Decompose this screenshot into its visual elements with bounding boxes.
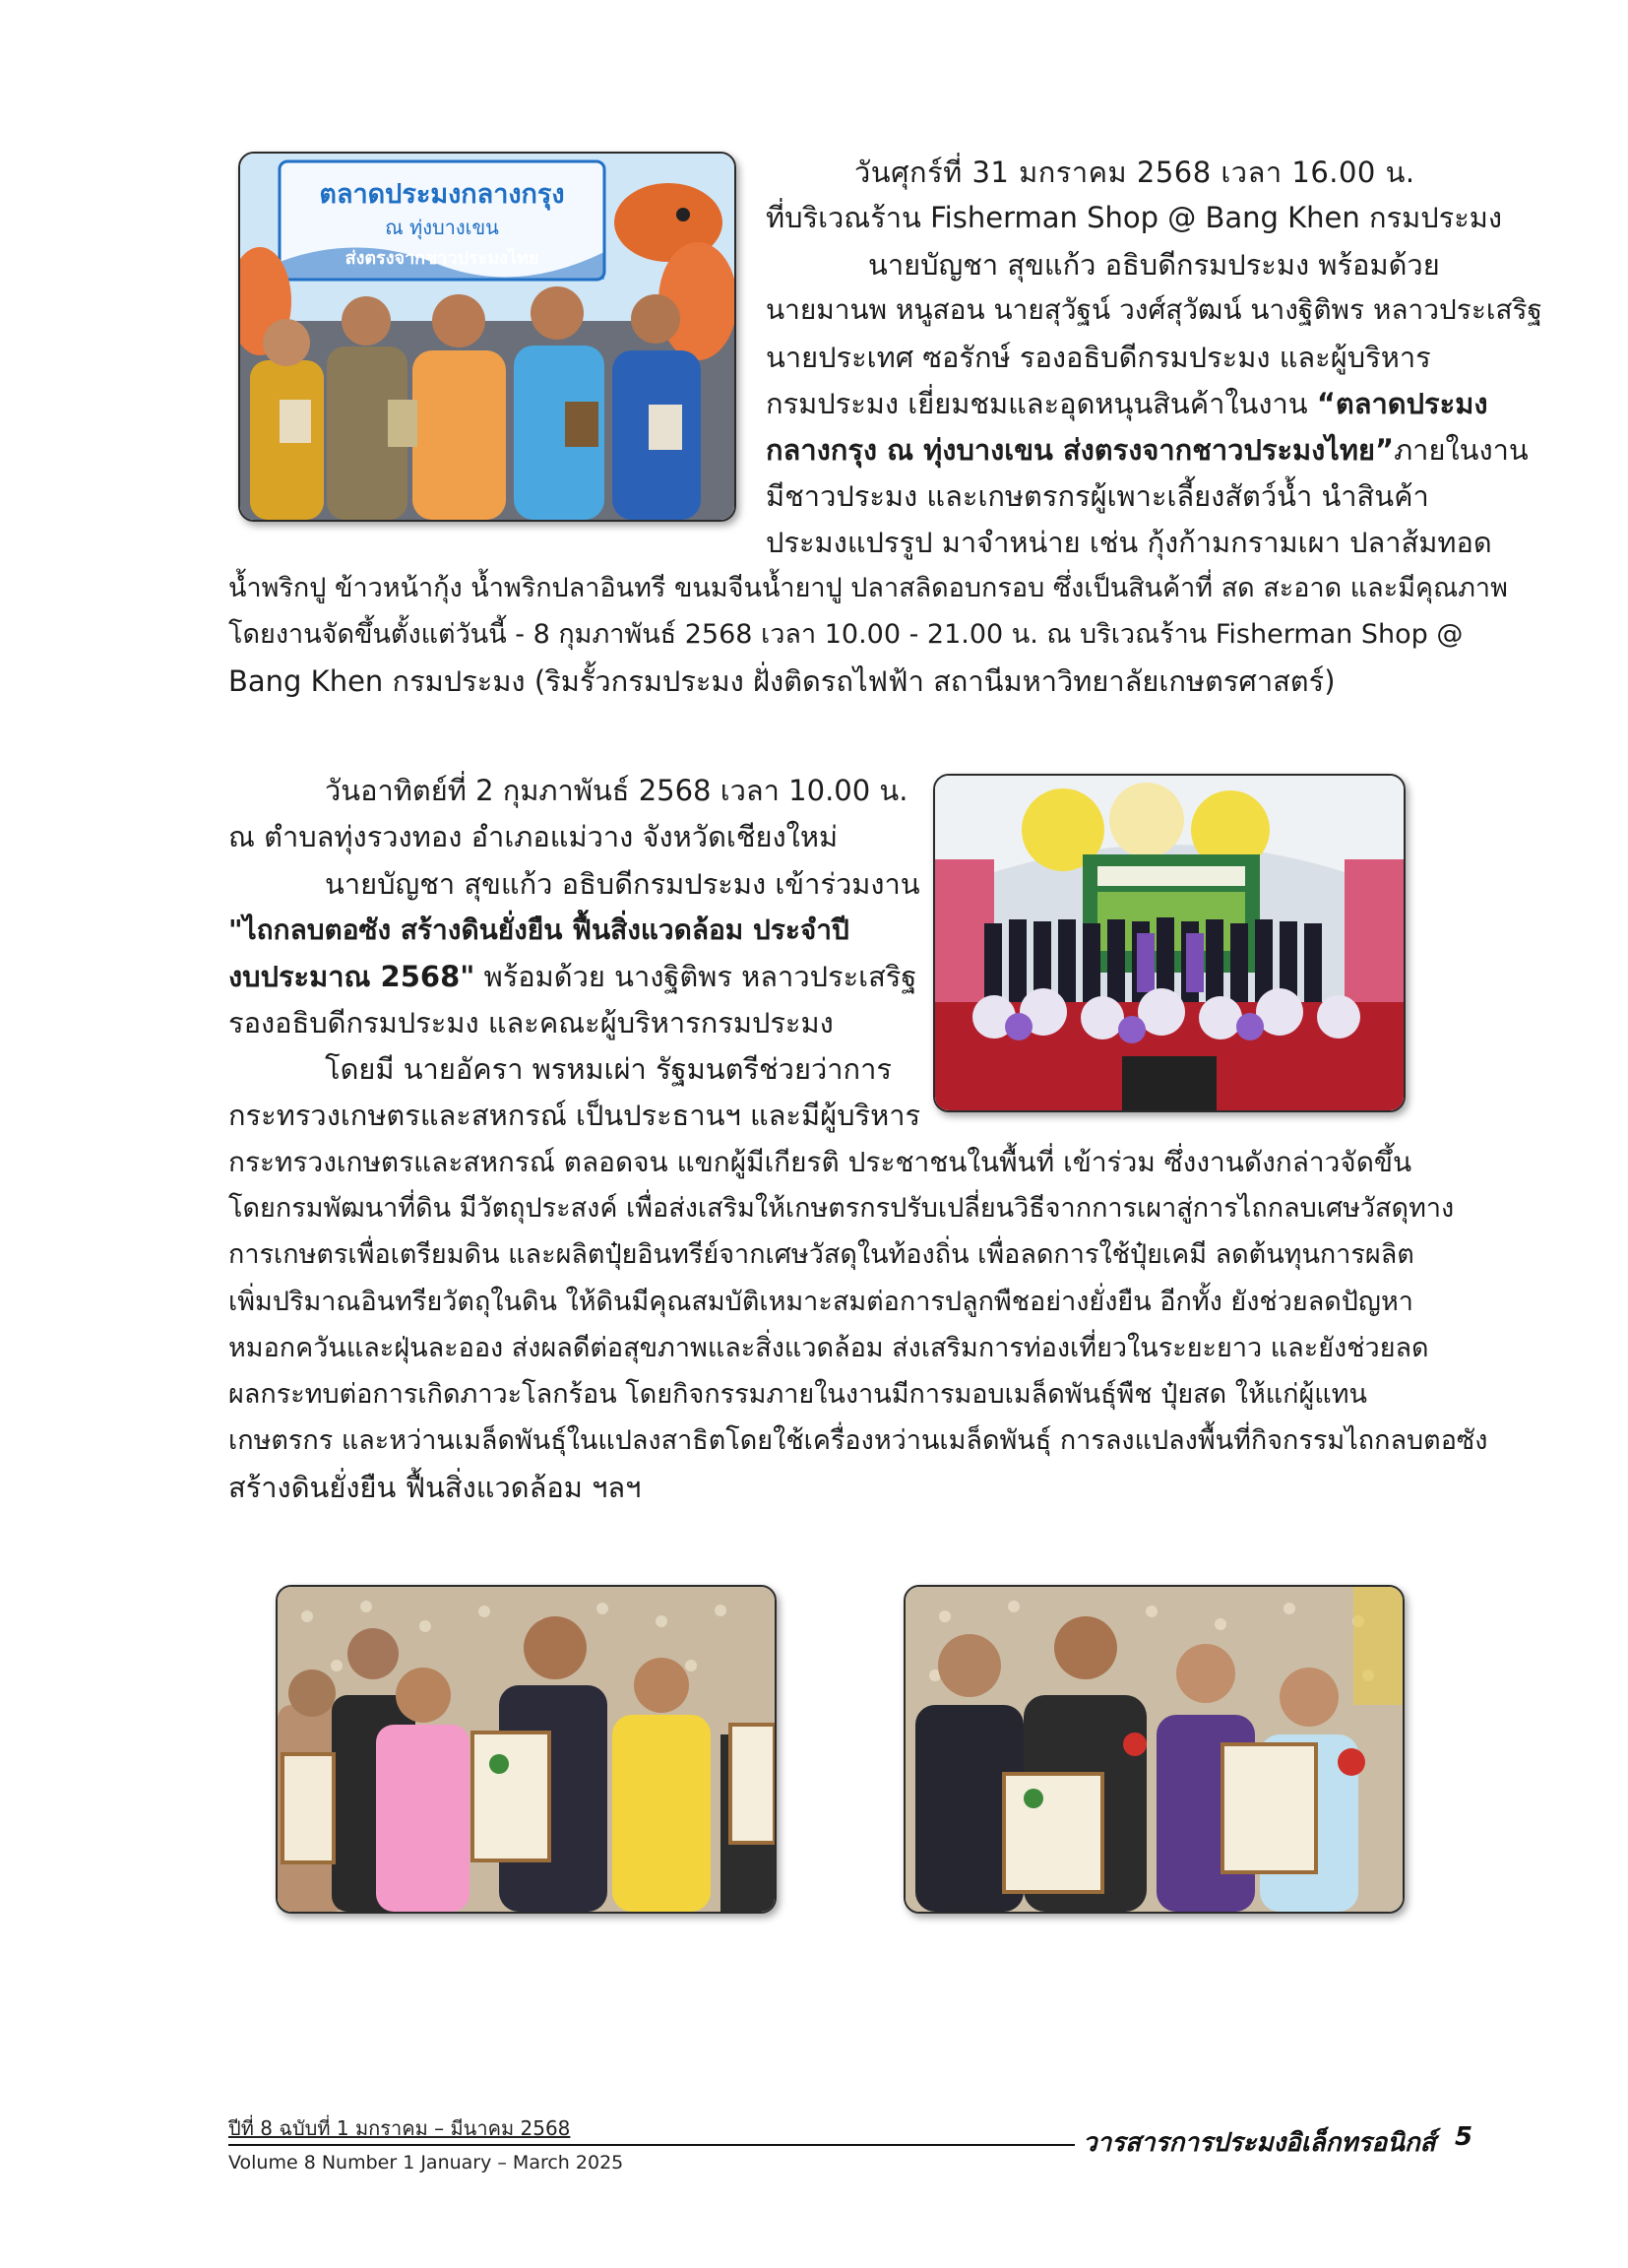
- section-1-line-3: นายบัญชา สุขแก้ว อธิบดีกรมประมง พร้อมด้วย: [868, 248, 1440, 282]
- photo-certificate-graphic-1: [278, 1587, 775, 1912]
- section-2-line-7: โดยมี นายอัครา พรหมเผ่า รัฐมนตรีช่วยว่าการ: [325, 1052, 892, 1086]
- event-title-line-2: งบประมาณ 2568": [228, 960, 475, 993]
- banner-tagline: ส่งตรงจากชาวประมงไทย: [344, 248, 539, 269]
- photo-certificate-group-2: [904, 1585, 1405, 1914]
- footer-page-number: 5: [1455, 2122, 1473, 2152]
- photo-fish-market-graphic: [240, 154, 734, 520]
- banner-title: ตลาดประมงกลางกรุง: [319, 179, 565, 210]
- section-2-line-9: กระทรวงเกษตรและสหกรณ์ ตลอดจน แขกผู้มีเกียรติ ประชาชนในพื้นที่ เข้าร่วม ซึ่งงานดังกล่าวจัดขึ้น: [228, 1146, 1412, 1178]
- section-2-line-14: ผลกระทบต่อการเกิดภาวะโลกร้อน โดยกิจกรรมภายในงานมีการมอบเมล็ดพันธุ์พืช ปุ๋ยสด ให้แก่ผู้แทน: [228, 1379, 1367, 1410]
- section-2-line-8: กระทรวงเกษตรและสหกรณ์ เป็นประธานฯ และมีผู้บริหาร: [228, 1099, 921, 1132]
- section-2-line-5: [228, 954, 916, 999]
- section-2-line-6: รองอธิบดีกรมประมง และคณะผู้บริหารกรมประมง: [228, 1006, 834, 1040]
- section-1-line-6: [766, 381, 1487, 426]
- section-1-line-9: ประมงแปรรูป มาจำหน่าย เช่น กุ้งก้ามกรามเผา ปลาส้มทอด: [766, 526, 1492, 559]
- photo-certificate-group-1: [276, 1585, 777, 1914]
- footer-issue-english: Volume 8 Number 1 January – March 2025: [228, 2152, 624, 2174]
- photo-fish-market-event: [238, 152, 736, 522]
- section-1-line-7: [766, 427, 1529, 472]
- section-2-line-12: เพิ่มปริมาณอินทรียวัตถุในดิน ให้ดินมีคุณสมบัติเหมาะสมต่อการปลูกพืชอย่างยั่งยืน อีกทั้ง ยังช่วยลดปัญหา: [228, 1287, 1413, 1317]
- section-2-line-3: นายบัญชา สุขแก้ว อธิบดีกรมประมง เข้าร่วมงาน: [325, 867, 920, 901]
- section-2-line-10: โดยกรมพัฒนาที่ดิน มีวัตถุประสงค์ เพื่อส่งเสริมให้เกษตรกรปรับเปลี่ยนวิธีจากการเผาสู่การไถกลบเศษวัสดุทาง: [228, 1193, 1455, 1224]
- banner-subtitle: ณ ทุ่งบางเขน: [385, 216, 499, 239]
- section-2-line-11: การเกษตรเพื่อเตรียมดิน และผลิตปุ๋ยอินทรีย์จากเศษวัสดุในท้องถิ่น เพื่อลดการใช้ปุ๋ยเคมี ลดต้นทุนการผลิต: [228, 1239, 1414, 1270]
- event-name-part-1: “ตลาดประมง: [1316, 387, 1488, 420]
- photo-certificate-graphic-2: [906, 1587, 1403, 1912]
- section-1-line-8: มีชาวประมง และเกษตรกรผู้เพาะเลี้ยงสัตว์น้ำ นำสินค้า: [766, 479, 1429, 513]
- event-title-line-1: "ไถกลบตอซัง สร้างดินยั่งยืน ฟื้นสิ่งแวดล้อม ประจำปี: [228, 914, 849, 946]
- section-1-line-2: ที่บริเวณร้าน Fisherman Shop @ Bang Khen กรมประมง: [766, 201, 1503, 234]
- section-1-line-1: วันศุกร์ที่ 31 มกราคม 2568 เวลา 16.00 น.: [854, 156, 1415, 189]
- section-2-line-15: เกษตรกร และหว่านเมล็ดพันธุ์ในแปลงสาธิตโดยใช้เครื่องหว่านเมล็ดพันธุ์ การลงแปลงพื้นที่กิจกรรมไถกลบตอซัง: [228, 1425, 1488, 1456]
- section-1-line-6-text: กรมประมง เยี่ยมชมและอุดหนุนสินค้าในงาน: [766, 387, 1308, 420]
- footer-rule: [228, 2144, 1075, 2146]
- section-2-line-2: ณ ตำบลทุ่งรวงทอง อำเภอแม่วาง จังหวัดเชียงใหม่: [228, 820, 839, 853]
- section-1-line-10: น้ำพริกปู ข้าวหน้ากุ้ง น้ำพริกปลาอินทรี ขนมจีนน้ำยาปู ปลาสลิดอบกรอบ ซึ่งเป็นสินค้าที่ สด สะอาด และมีคุณภาพ: [228, 573, 1508, 603]
- section-1-line-5: นายประเทศ ซอรักษ์ รองอธิบดีกรมประมง และผู้บริหาร: [766, 341, 1431, 374]
- section-1-line-11: โดยงานจัดขึ้นตั้งแต่วันนี้ - 8 กุมภาพันธ์ 2568 เวลา 10.00 - 21.00 น. ณ บริเวณร้าน Fisherman Shop @: [228, 619, 1464, 650]
- section-1-line-7-text: ภายในงาน: [1394, 433, 1529, 467]
- section-2-line-1: วันอาทิตย์ที่ 2 กุมภาพันธ์ 2568 เวลา 10.00 น.: [325, 774, 908, 807]
- photo-ceremony-stage: [933, 774, 1406, 1112]
- section-1-line-12: Bang Khen กรมประมง (ริมรั้วกรมประมง ฝั่งติดรถไฟฟ้า สถานีมหาวิทยาลัยเกษตรศาสตร์): [228, 664, 1336, 698]
- event-name-part-2: กลางกรุง ณ ทุ่งบางเขน ส่งตรงจากชาวประมงไทย”: [766, 433, 1395, 467]
- footer-issue-thai: ปีที่ 8 ฉบับที่ 1 มกราคม – มีนาคม 2568: [228, 2116, 571, 2140]
- section-2-line-13: หมอกควันและฝุ่นละออง ส่งผลดีต่อสุขภาพและสิ่งแวดล้อม ส่งเสริมการท่องเที่ยวในระยะยาว และยังช่วยลด: [228, 1333, 1429, 1363]
- section-2-line-5-text: พร้อมด้วย นางฐิติพร หลาวประเสริฐ: [474, 960, 917, 993]
- footer-journal-name: วารสารการประมงอิเล็กทรอนิกส์: [1083, 2128, 1436, 2158]
- section-1-line-4: นายมานพ หนูสอน นายสุวัฐน์ วงศ์สุวัฒน์ นางฐิติพร หลาวประเสริฐ: [766, 293, 1543, 326]
- photo-ceremony-graphic: [935, 776, 1404, 1110]
- section-2-line-16: สร้างดินยั่งยืน ฟื้นสิ่งแวดล้อม ฯลฯ: [228, 1471, 642, 1504]
